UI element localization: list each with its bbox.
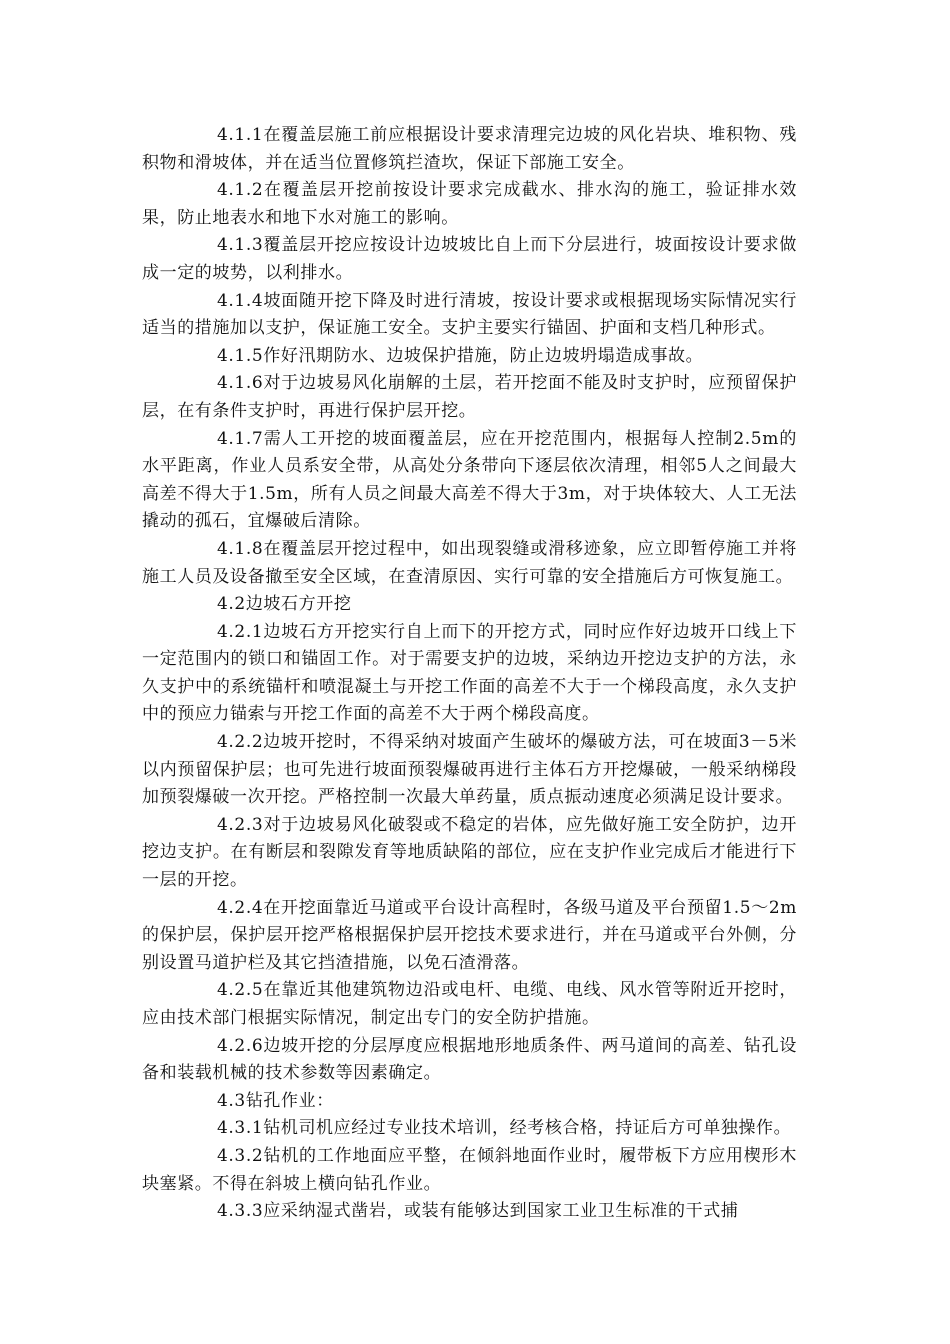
document-body xyxy=(142,122,797,1226)
section-heading-4-3: 4.3钻孔作业： xyxy=(217,1090,334,1111)
paragraph-4-2-4: 4.2.4在开挖面靠近马道或平台设计高程时，各级马道及平台预留1.5～2m的保护层，保护层开挖严格根据保护层开挖技术要求进行，并在马道或平台外侧，分别设置马道护栏及其它挡渣措施，以免石渣滑落。 xyxy=(142,897,797,973)
paragraph-4-3-1: 4.3.1钻机司机应经过专业技术培训，经考核合格，持证后方可单独操作。 xyxy=(217,1118,792,1139)
paragraph-4-1-7: 4.1.7需人工开挖的坡面覆盖层，应在开挖范围内，根据每人控制2.5m的水平距离，作业人员系安全带，从高处分条带向下逐层依次清理，相邻5人之间最大高差不得大于1.5m，所有人员之间最大高差不得大于3m，对于块体较大、人工无法撬动的孤石，宜爆破后清除。 xyxy=(142,428,797,532)
paragraph-4-3-2: 4.3.2钻机的工作地面应平整，在倾斜地面作业时，履带板下方应用楔形木块塞紧。不得在斜坡上横向钻孔作业。 xyxy=(142,1145,797,1194)
paragraph-4-1-6: 4.1.6对于边坡易风化崩解的土层，若开挖面不能及时支护时，应预留保护层，在有条件支护时，再进行保护层开挖。 xyxy=(142,373,797,421)
paragraph-4-1-5: 4.1.5作好汛期防水、边坡保护措施，防止边坡坍塌造成事故。 xyxy=(217,345,704,366)
paragraph-4-2-2: 4.2.2边坡开挖时，不得采纳对坡面产生破坏的爆破方法，可在坡面3－5米以内预留保护层；也可先进行坡面预裂爆破再进行主体石方开挖爆破，一般采纳梯段加预裂爆破一次开挖。严格控制一次最大单药量，质点振动速度必须满足设计要求。 xyxy=(142,732,797,808)
paragraph-4-1-3: 4.1.3覆盖层开挖应按设计边坡坡比自上而下分层进行，坡面按设计要求做成一定的坡势，以利排水。 xyxy=(142,235,797,283)
paragraph-4-1-8: 4.1.8在覆盖层开挖过程中，如出现裂缝或滑移迹象，应立即暂停施工并将施工人员及设备撤至安全区域，在查清原因、实行可靠的安全措施后方可恢复施工。 xyxy=(142,538,797,587)
paragraph-4-1-1: 4.1.1在覆盖层施工前应根据设计要求清理完边坡的风化岩块、堆积物、残积物和滑坡体，并在适当位置修筑拦渣坎，保证下部施工安全。 xyxy=(142,125,797,173)
paragraph-4-1-2: 4.1.2在覆盖层开挖前按设计要求完成截水、排水沟的施工，验证排水效果，防止地表水和地下水对施工的影响。 xyxy=(142,180,797,228)
section-heading-4-2: 4.2边坡石方开挖 xyxy=(217,594,352,615)
paragraph-4-2-3: 4.2.3对于边坡易风化破裂或不稳定的岩体，应先做好施工安全防护，边开挖边支护。在有断层和裂隙发育等地质缺陷的部位，应在支护作业完成后才能进行下一层的开挖。 xyxy=(142,814,797,891)
paragraph-4-2-5: 4.2.5在靠近其他建筑物边沿或电杆、电缆、电线、风水管等附近开挖时，应由技术部门根据实际情况，制定出专门的安全防护措施。 xyxy=(142,980,797,1028)
paragraph-4-2-1: 4.2.1边坡石方开挖实行自上而下的开挖方式，同时应作好边坡开口线上下一定范围内的锁口和锚固工作。对于需要支护的边坡，采纳边开挖边支护的方法，永久支护中的系统锚杆和喷混凝土与开挖工作面的高差不大于一个梯段高度，永久支护中的预应力锚索与开挖工作面的高差不大于两个梯段高度。 xyxy=(142,621,797,725)
paragraph-4-2-6: 4.2.6边坡开挖的分层厚度应根据地形地质条件、两马道间的高差、钻孔设备和装载机械的技术参数等因素确定。 xyxy=(142,1035,797,1084)
paragraph-4-1-4: 4.1.4坡面随开挖下降及时进行清坡，按设计要求或根据现场实际情况实行适当的措施加以支护，保证施工安全。支护主要实行锚固、护面和支档几种形式。 xyxy=(142,290,797,339)
paragraph-4-3-3: 4.3.3应采纳湿式凿岩，或装有能够达到国家工业卫生标准的干式捕 xyxy=(217,1201,739,1222)
